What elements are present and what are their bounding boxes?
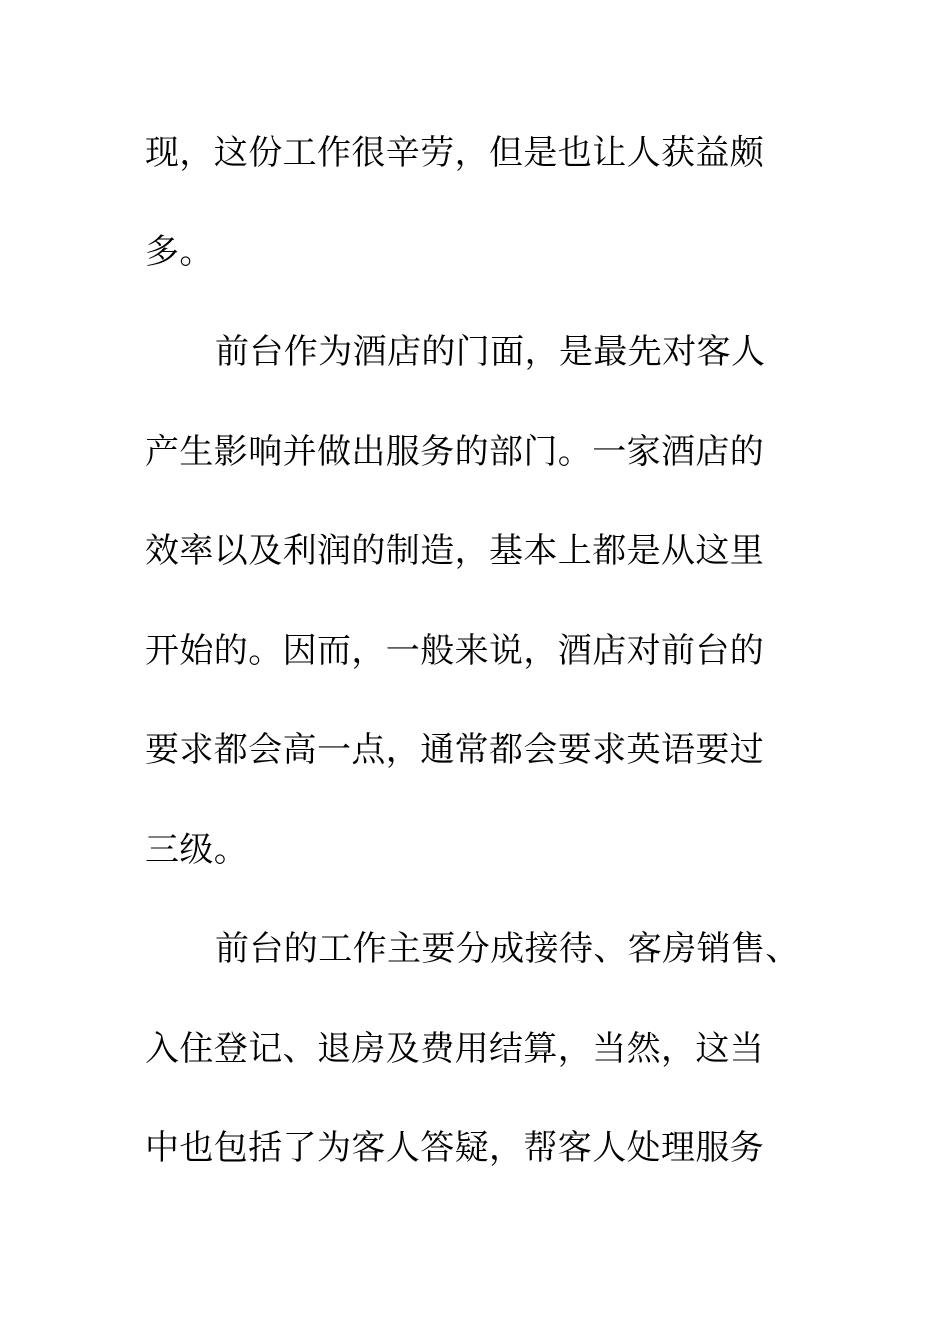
text-line: 多。 [145,232,214,272]
text-line: 中也包括了为客人答疑，帮客人处理服务 [145,1128,765,1168]
text-line: 要求都会高一点，通常都会要求英语要过 [145,730,765,770]
text-line: 开始的。因而，一般来说，酒店对前台的 [145,631,765,671]
text-line: 现，这份工作很辛劳，但是也让人获益颇 [145,133,765,173]
text-line: 效率以及利润的制造，基本上都是从这里 [145,531,765,571]
paragraph-first-line: 前台的工作主要分成接待、客房销售、 [215,929,800,969]
paragraph-first-line: 前台作为酒店的门面，是最先对客人 [215,332,766,372]
text-line: 产生影响并做出服务的部门。一家酒店的 [145,432,765,472]
text-line: 入住登记、退房及费用结算，当然，这当 [145,1029,765,1069]
text-line: 三级。 [145,830,249,870]
